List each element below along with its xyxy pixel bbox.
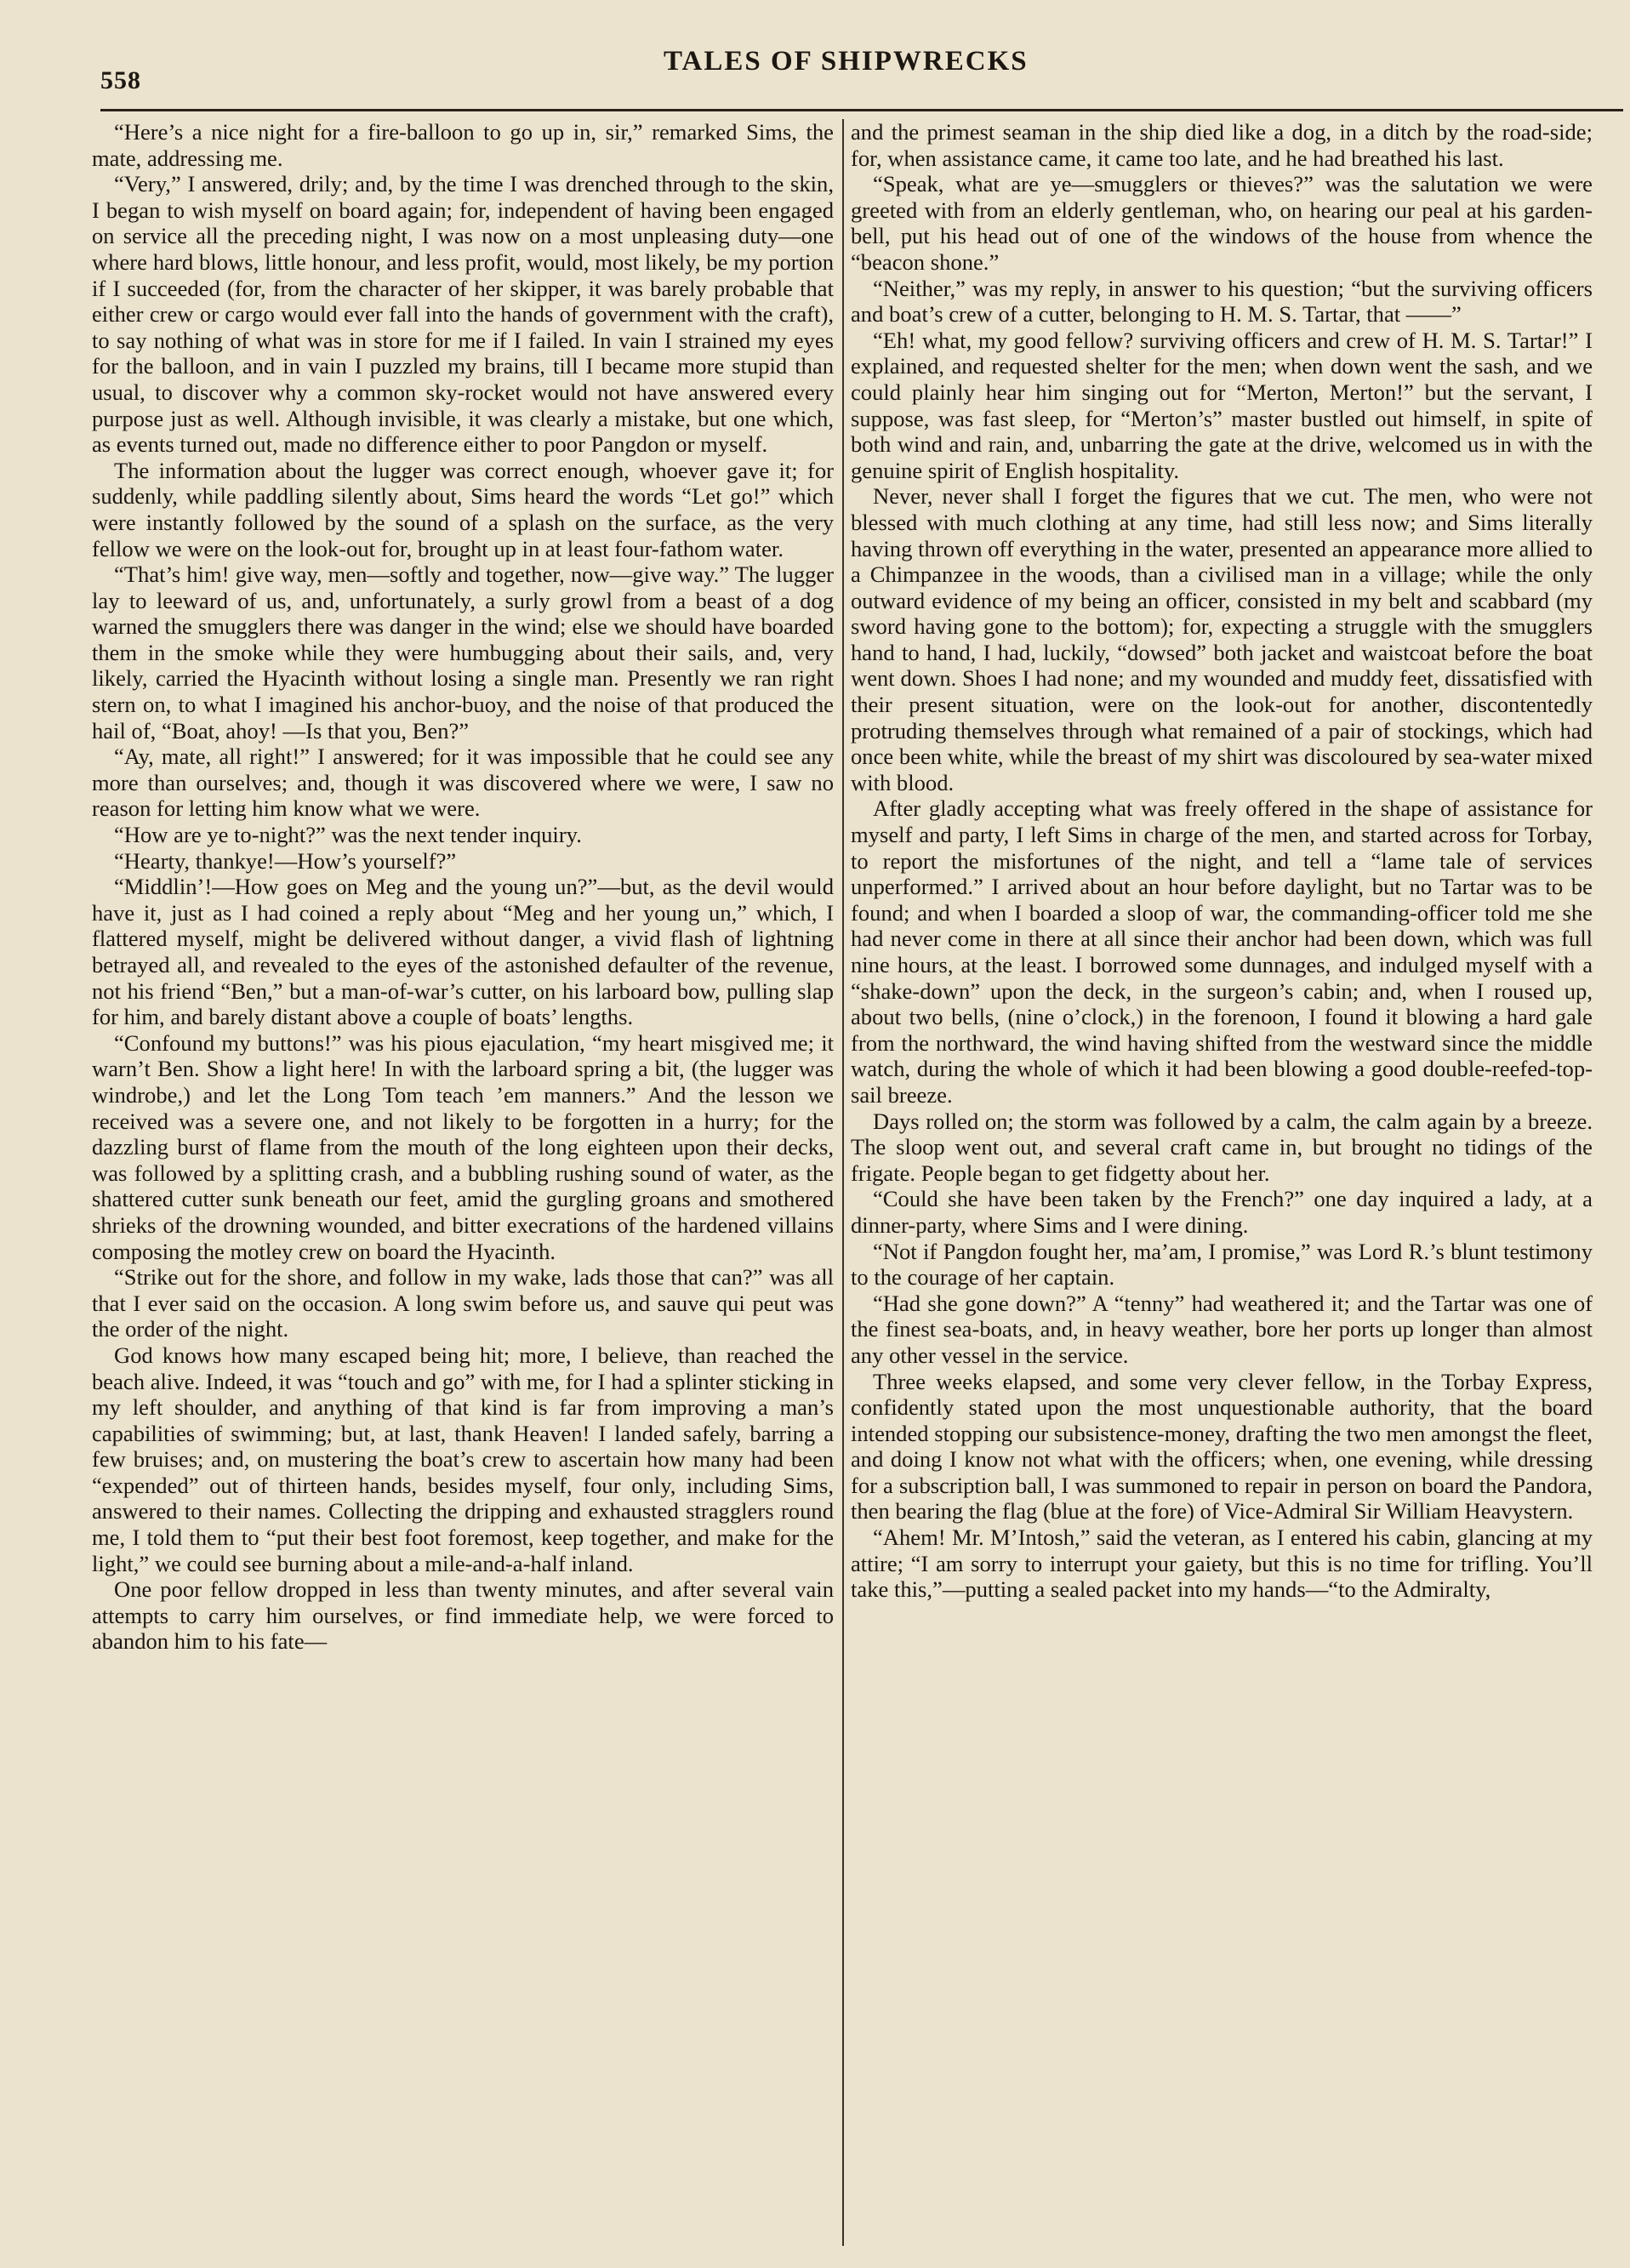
running-title: TALES OF SHIPWRECKS bbox=[664, 46, 1029, 77]
paragraph: “Speak, what are ye—smugglers or thieves?” was the salutation we were greeted with from an elderly gentleman, who, on hearing our peal at his garden-bell, put his head out of one of the windows of the house from whence the “beacon shone.” bbox=[851, 171, 1593, 275]
paragraph: “Very,” I answered, drily; and, by the time I was drenched through to the skin, I began to wish myself on board again; for, independent of having been engaged on service all the preceding night, I was now on a most unpleasing duty—one where hard blows, little honour, and less profit, would, most likely, be my portion if I succeeded (for, from the character of her skipper, it was barely probable that either crew or cargo would ever fall into the hands of government with the craft), to say nothing of what was in store for me if I failed. In vain I strained my eyes for the balloon, and in vain I puzzled my brains, till I became more stupid than usual, to discover why a common sky-rocket would not have answered every purpose just as well. Although invisible, it was clearly a mistake, but one which, as events turned out, made no difference either to poor Pangdon or myself. bbox=[92, 171, 834, 458]
left-column bbox=[92, 119, 834, 2254]
paragraph: One poor fellow dropped in less than twenty minutes, and after several vain attempts to carry him ourselves, or find immediate help, we were forced to abandon him to his fate— bbox=[92, 1576, 834, 1655]
paragraph: “Middlin’!—How goes on Meg and the young un?”—but, as the devil would have it, just as I had coined a reply about “Meg and her young un,” which, I flattered myself, might be delivered without danger, a vivid flash of lightning betrayed all, and revealed to the eyes of the astonished defaulter of the revenue, not his friend “Ben,” but a man-of-war’s cutter, on his larboard bow, pulling slap for him, and barely distant above a couple of boats’ lengths. bbox=[92, 874, 834, 1030]
column-divider bbox=[842, 119, 844, 2246]
paragraph: The information about the lugger was correct enough, whoever gave it; for suddenly, while paddling silently about, Sims heard the words “Let go!” which were instantly followed by the sound of a splash on the surface, as the very fellow we were on the look-out for, brought up in at least four-fathom water. bbox=[92, 457, 834, 561]
paragraph: “Neither,” was my reply, in answer to his question; “but the surviving officers and boat’s crew of a cutter, belonging to H. M. S. Tartar, that ——” bbox=[851, 275, 1593, 328]
paragraph: “Strike out for the shore, and follow in my wake, lads those that can?” was all that I ever said on the occasion. A long swim before us, and sauve qui peut was the order of the night. bbox=[92, 1264, 834, 1342]
paragraph: “How are ye to-night?” was the next tender inquiry. bbox=[114, 822, 582, 848]
header-rule bbox=[100, 109, 1623, 111]
paragraph: “Ahem! Mr. M’Intosh,” said the veteran, as I entered his cabin, glancing at my attire; “I am sorry to interrupt your gaiety, but this is no time for trifling. You’ll take this,”—putting a sealed packet into my hands—“to the Admiralty, bbox=[851, 1524, 1593, 1603]
paragraph: Three weeks elapsed, and some very clever fellow, in the Torbay Express, confidently stated upon the most unquestionable authority, that the board intended stopping our subsistence-money, drafting the two men amongst the fleet, and doing I know not what with the officers; when, one evening, while dressing for a subscription ball, I was summoned to repair in person on board the Pandora, then bearing the flag (blue at the fore) of Vice-Admiral Sir William Heavystern. bbox=[851, 1368, 1593, 1524]
paragraph: “Hearty, thankye!—How’s yourself?” bbox=[114, 847, 457, 874]
paragraph: God knows how many escaped being hit; more, I believe, than reached the beach alive. Indeed, it was “touch and go” with me, for I had a splinter sticking in my left shoulder, and anything of that kind is far from improving a man’s capabilities of swimming; but, at last, thank Heaven! I landed safely, barring a few bruises; and, on mustering the boat’s crew to ascertain how many had been “expended” out of thirteen hands, besides myself, four only, including Sims, answered to their names. Collecting the dripping and exhausted stragglers round me, I told them to “put their best foot foremost, keep together, and make for the light,” we could see burning about a mile-and-a-half inland. bbox=[92, 1342, 834, 1576]
right-column bbox=[851, 119, 1593, 2254]
paragraph: Never, never shall I forget the figures that we cut. The men, who were not blessed with much clothing at any time, had still less now; and Sims literally having thrown off everything in the water, presented an appearance more allied to a Chimpanzee in the woods, than a civilised man in a village; while the only outward evidence of my being an officer, consisted in my belt and scabbard (my sword having gone to the bottom); for, expecting a struggle with the smugglers hand to hand, I had, luckily, “dowsed” both jacket and waistcoat before the boat went down. Shoes I had none; and my wounded and muddy feet, dissatisfied with their present situation, were on the look-out for another, discontentedly protruding themselves through what remained of a pair of stockings, which had once been white, while the breast of my shirt was discoloured by sea-water mixed with blood. bbox=[851, 483, 1593, 795]
paragraph: “Ay, mate, all right!” I answered; for it was impossible that he could see any more than ourselves; and, though it was discovered where we were, I saw no reason for letting him know what we were. bbox=[92, 744, 834, 822]
paragraph: “Confound my buttons!” was his pious ejaculation, “my heart misgived me; it warn’t Ben. Show a light here! In with the larboard spring a bit, (the lugger was windrobe,) and let the Long Tom teach ’em manners.” And the lesson we received was a severe one, and not likely to be forgotten in a hurry; for the dazzling burst of flame from the mouth of the long eighteen upon their decks, was followed by a splitting crash, and a bubbling rushing sound of water, as the shattered cutter sunk beneath our feet, amid the gurgling groans and smothered shrieks of the drowning wounded, and bitter execrations of the hardened villains composing the motley crew on board the Hyacinth. bbox=[92, 1029, 834, 1264]
paragraph: Days rolled on; the storm was followed by a calm, the calm again by a breeze. The sloop went out, and several craft came in, but brought no tidings of the frigate. People began to get fidgetty about her. bbox=[851, 1108, 1593, 1186]
paragraph: “That’s him! give way, men—softly and together, now—give way.” The lugger lay to leeward of us, and, unfortunately, a surly growl from a beast of a dog warned the smugglers there was danger in the wind; else we should have boarded them in the smoke while they were humbugging about their sails, and, very likely, carried the Hyacinth without losing a single man. Presently we ran right stern on, to what I imagined his anchor-buoy, and the noise of that produced the hail of, “Boat, ahoy! —Is that you, Ben?” bbox=[92, 561, 834, 744]
paragraph: “Eh! what, my good fellow? surviving officers and crew of H. M. S. Tartar!” I explained, and requested shelter for the men; when down went the sash, and we could plainly hear him singing out for “Merton, Merton!” but the servant, I suppose, was fast sleep, for “Merton’s” master bustled out himself, in spite of both wind and rain, and, unbarring the gate at the drive, welcomed us in with the genuine spirit of English hospitality. bbox=[851, 327, 1593, 483]
paragraph: “Could she have been taken by the French?” one day inquired a lady, at a dinner-party, where Sims and I were dining. bbox=[851, 1186, 1593, 1238]
paragraph-continued: and the primest seaman in the ship died like a dog, in a ditch by the road-side; for, when assistance came, it came too late, and he had breathed his last. bbox=[851, 119, 1593, 171]
paragraph: “Had she gone down?” A “tenny” had weathered it; and the Tartar was one of the finest sea-boats, and, in heavy weather, bore her ports up longer than almost any other vessel in the service. bbox=[851, 1290, 1593, 1368]
paragraph: “Not if Pangdon fought her, ma’am, I promise,” was Lord R.’s blunt testimony to the courage of her captain. bbox=[851, 1238, 1593, 1291]
paragraph: After gladly accepting what was freely offered in the shape of assistance for myself and party, I left Sims in charge of the men, and started across for Torbay, to report the misfortunes of the night, and tell a “lame tale of services unperformed.” I arrived about an hour before daylight, but no Tartar was to be found; and when I boarded a sloop of war, the commanding-officer told me she had never come in there at all since their anchor had been down, which was full nine hours, at the least. I borrowed some dunnages, and indulged myself with a “shake-down” upon the deck, in the surgeon’s cabin; and, when I roused up, about two bells, (nine o’clock,) in the forenoon, I found it blowing a hard gale from the northward, the wind having shifted from the westward since the middle watch, during the whole of which it had been blowing a good double-reefed-top-sail breeze. bbox=[851, 795, 1593, 1108]
paragraph: “Here’s a nice night for a fire-balloon to go up in, sir,” remarked Sims, the mate, addressing me. bbox=[92, 119, 834, 171]
page-number: 558 bbox=[100, 66, 141, 94]
